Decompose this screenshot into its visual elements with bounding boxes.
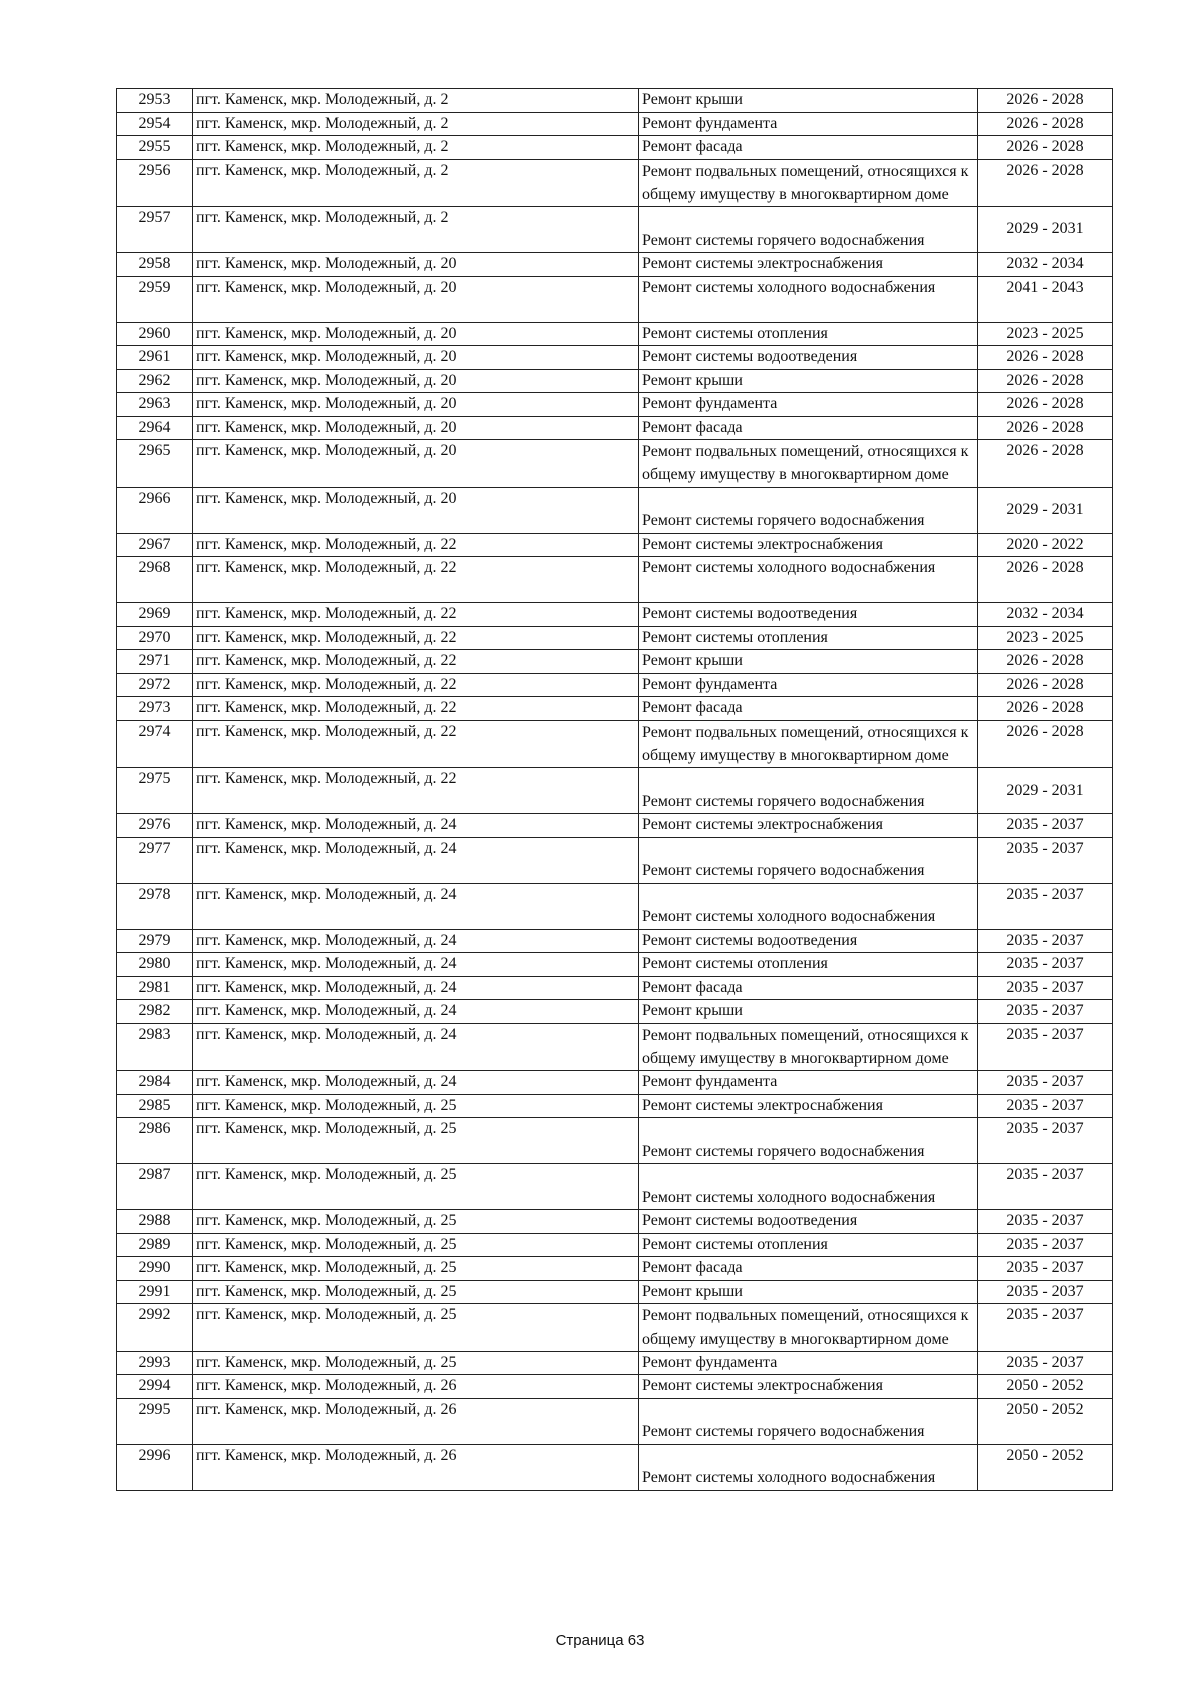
work-type-cell: Ремонт системы горячего водоснабжения (639, 837, 978, 883)
work-type-cell: Ремонт системы холодного водоснабжения (639, 1444, 978, 1490)
row-number-cell: 2993 (117, 1351, 193, 1375)
row-number-cell: 2994 (117, 1375, 193, 1399)
table-row (117, 276, 1113, 322)
address-cell: пгт. Каменск, мкр. Молодежный, д. 26 (193, 1375, 639, 1399)
work-type-cell: Ремонт системы горячего водоснабжения (639, 487, 978, 533)
period-cell: 2023 - 2025 (978, 322, 1113, 346)
row-number-cell: 2956 (117, 159, 193, 207)
work-type-cell: Ремонт фундамента (639, 393, 978, 417)
address-cell: пгт. Каменск, мкр. Молодежный, д. 20 (193, 487, 639, 533)
row-number-cell: 2958 (117, 253, 193, 277)
work-type-cell: Ремонт системы водоотведения (639, 929, 978, 953)
period-cell: 2035 - 2037 (978, 883, 1113, 929)
table-row (117, 720, 1113, 768)
work-type-cell: Ремонт системы холодного водоснабжения (639, 276, 978, 322)
period-cell: 2050 - 2052 (978, 1375, 1113, 1399)
row-number-cell: 2976 (117, 814, 193, 838)
row-number-cell: 2981 (117, 976, 193, 1000)
address-cell: пгт. Каменск, мкр. Молодежный, д. 24 (193, 1071, 639, 1095)
work-type-cell: Ремонт подвальных помещений, относящихся к общему имуществу в многоквартирном доме (639, 159, 978, 207)
work-type-cell: Ремонт крыши (639, 650, 978, 674)
table-row (117, 533, 1113, 557)
address-cell: пгт. Каменск, мкр. Молодежный, д. 24 (193, 837, 639, 883)
row-number-cell: 2985 (117, 1094, 193, 1118)
address-cell: пгт. Каменск, мкр. Молодежный, д. 24 (193, 929, 639, 953)
table-row (117, 650, 1113, 674)
period-cell: 2026 - 2028 (978, 89, 1113, 113)
table-row (117, 929, 1113, 953)
work-type-cell: Ремонт фасада (639, 416, 978, 440)
work-type-cell: Ремонт системы водоотведения (639, 1210, 978, 1234)
table-row (117, 1444, 1113, 1490)
table-row (117, 207, 1113, 253)
period-cell: 2026 - 2028 (978, 650, 1113, 674)
row-number-cell: 2967 (117, 533, 193, 557)
work-type-cell: Ремонт системы горячего водоснабжения (639, 1398, 978, 1444)
work-type-cell: Ремонт крыши (639, 1280, 978, 1304)
address-cell: пгт. Каменск, мкр. Молодежный, д. 20 (193, 322, 639, 346)
period-cell: 2050 - 2052 (978, 1398, 1113, 1444)
table-row (117, 1210, 1113, 1234)
address-cell: пгт. Каменск, мкр. Молодежный, д. 25 (193, 1094, 639, 1118)
period-cell: 2026 - 2028 (978, 673, 1113, 697)
table-row (117, 1071, 1113, 1095)
period-cell: 2026 - 2028 (978, 557, 1113, 603)
table-row (117, 814, 1113, 838)
address-cell: пгт. Каменск, мкр. Молодежный, д. 26 (193, 1398, 639, 1444)
row-number-cell: 2988 (117, 1210, 193, 1234)
address-cell: пгт. Каменск, мкр. Молодежный, д. 24 (193, 1000, 639, 1024)
work-type-cell: Ремонт крыши (639, 1000, 978, 1024)
address-cell: пгт. Каменск, мкр. Молодежный, д. 20 (193, 253, 639, 277)
row-number-cell: 2973 (117, 697, 193, 721)
address-cell: пгт. Каменск, мкр. Молодежный, д. 2 (193, 207, 639, 253)
row-number-cell: 2982 (117, 1000, 193, 1024)
table-row (117, 697, 1113, 721)
row-number-cell: 2972 (117, 673, 193, 697)
work-type-cell: Ремонт системы электроснабжения (639, 253, 978, 277)
table-row (117, 416, 1113, 440)
row-number-cell: 2959 (117, 276, 193, 322)
period-cell: 2035 - 2037 (978, 1071, 1113, 1095)
table-row (117, 1000, 1113, 1024)
table-row (117, 976, 1113, 1000)
table-row (117, 253, 1113, 277)
work-type-cell: Ремонт системы электроснабжения (639, 814, 978, 838)
address-cell: пгт. Каменск, мкр. Молодежный, д. 24 (193, 814, 639, 838)
period-cell: 2035 - 2037 (978, 1210, 1113, 1234)
table-row (117, 883, 1113, 929)
row-number-cell: 2955 (117, 136, 193, 160)
address-cell: пгт. Каменск, мкр. Молодежный, д. 24 (193, 953, 639, 977)
period-cell: 2035 - 2037 (978, 1000, 1113, 1024)
period-cell: 2032 - 2034 (978, 253, 1113, 277)
row-number-cell: 2965 (117, 440, 193, 488)
work-type-cell: Ремонт фундамента (639, 1351, 978, 1375)
work-type-cell: Ремонт фундамента (639, 673, 978, 697)
period-cell: 2035 - 2037 (978, 1233, 1113, 1257)
work-type-cell: Ремонт фундамента (639, 112, 978, 136)
row-number-cell: 2978 (117, 883, 193, 929)
address-cell: пгт. Каменск, мкр. Молодежный, д. 2 (193, 136, 639, 160)
period-cell: 2026 - 2028 (978, 159, 1113, 207)
row-number-cell: 2975 (117, 768, 193, 814)
address-cell: пгт. Каменск, мкр. Молодежный, д. 25 (193, 1233, 639, 1257)
address-cell: пгт. Каменск, мкр. Молодежный, д. 25 (193, 1164, 639, 1210)
period-cell: 2035 - 2037 (978, 1351, 1113, 1375)
work-type-cell: Ремонт системы водоотведения (639, 603, 978, 627)
row-number-cell: 2957 (117, 207, 193, 253)
address-cell: пгт. Каменск, мкр. Молодежный, д. 24 (193, 976, 639, 1000)
period-cell: 2026 - 2028 (978, 369, 1113, 393)
row-number-cell: 2971 (117, 650, 193, 674)
period-cell: 2026 - 2028 (978, 697, 1113, 721)
table-row (117, 1280, 1113, 1304)
repair-schedule-table (116, 88, 1113, 1491)
work-type-cell: Ремонт подвальных помещений, относящихся к общему имуществу в многоквартирном доме (639, 440, 978, 488)
work-type-cell: Ремонт системы отопления (639, 1233, 978, 1257)
address-cell: пгт. Каменск, мкр. Молодежный, д. 20 (193, 440, 639, 488)
address-cell: пгт. Каменск, мкр. Молодежный, д. 20 (193, 276, 639, 322)
work-type-cell: Ремонт фасада (639, 976, 978, 1000)
address-cell: пгт. Каменск, мкр. Молодежный, д. 22 (193, 533, 639, 557)
row-number-cell: 2995 (117, 1398, 193, 1444)
table-row (117, 1023, 1113, 1071)
row-number-cell: 2963 (117, 393, 193, 417)
row-number-cell: 2953 (117, 89, 193, 113)
table-row (117, 837, 1113, 883)
period-cell: 2035 - 2037 (978, 1257, 1113, 1281)
table-row (117, 393, 1113, 417)
work-type-cell: Ремонт системы водоотведения (639, 346, 978, 370)
table-row (117, 1351, 1113, 1375)
period-cell: 2035 - 2037 (978, 1280, 1113, 1304)
period-cell: 2035 - 2037 (978, 1118, 1113, 1164)
period-cell: 2026 - 2028 (978, 136, 1113, 160)
period-cell: 2035 - 2037 (978, 929, 1113, 953)
table-row (117, 487, 1113, 533)
period-cell: 2029 - 2031 (978, 207, 1113, 253)
address-cell: пгт. Каменск, мкр. Молодежный, д. 25 (193, 1118, 639, 1164)
address-cell: пгт. Каменск, мкр. Молодежный, д. 22 (193, 603, 639, 627)
row-number-cell: 2954 (117, 112, 193, 136)
table-row (117, 626, 1113, 650)
row-number-cell: 2966 (117, 487, 193, 533)
row-number-cell: 2980 (117, 953, 193, 977)
page-number: Страница 63 (555, 1632, 645, 1649)
row-number-cell: 2962 (117, 369, 193, 393)
table-row (117, 557, 1113, 603)
period-cell: 2035 - 2037 (978, 1164, 1113, 1210)
table-row (117, 112, 1113, 136)
row-number-cell: 2986 (117, 1118, 193, 1164)
period-cell: 2026 - 2028 (978, 346, 1113, 370)
table-row (117, 1304, 1113, 1352)
row-number-cell: 2991 (117, 1280, 193, 1304)
address-cell: пгт. Каменск, мкр. Молодежный, д. 25 (193, 1280, 639, 1304)
row-number-cell: 2974 (117, 720, 193, 768)
table-row (117, 1233, 1113, 1257)
table-row (117, 1094, 1113, 1118)
row-number-cell: 2969 (117, 603, 193, 627)
table-row (117, 1257, 1113, 1281)
period-cell: 2035 - 2037 (978, 1023, 1113, 1071)
work-type-cell: Ремонт подвальных помещений, относящихся к общему имуществу в многоквартирном доме (639, 1023, 978, 1071)
address-cell: пгт. Каменск, мкр. Молодежный, д. 20 (193, 346, 639, 370)
table-row (117, 1164, 1113, 1210)
period-cell: 2026 - 2028 (978, 416, 1113, 440)
work-type-cell: Ремонт системы холодного водоснабжения (639, 883, 978, 929)
address-cell: пгт. Каменск, мкр. Молодежный, д. 22 (193, 557, 639, 603)
row-number-cell: 2979 (117, 929, 193, 953)
table-row (117, 603, 1113, 627)
work-type-cell: Ремонт системы электроснабжения (639, 1375, 978, 1399)
table-row (117, 346, 1113, 370)
address-cell: пгт. Каменск, мкр. Молодежный, д. 20 (193, 369, 639, 393)
period-cell: 2035 - 2037 (978, 953, 1113, 977)
row-number-cell: 2990 (117, 1257, 193, 1281)
table-row (117, 673, 1113, 697)
period-cell: 2026 - 2028 (978, 393, 1113, 417)
work-type-cell: Ремонт системы электроснабжения (639, 533, 978, 557)
period-cell: 2026 - 2028 (978, 720, 1113, 768)
table-row (117, 768, 1113, 814)
period-cell: 2032 - 2034 (978, 603, 1113, 627)
address-cell: пгт. Каменск, мкр. Молодежный, д. 22 (193, 720, 639, 768)
work-type-cell: Ремонт системы отопления (639, 626, 978, 650)
table-body (117, 89, 1113, 1491)
address-cell: пгт. Каменск, мкр. Молодежный, д. 20 (193, 393, 639, 417)
row-number-cell: 2987 (117, 1164, 193, 1210)
work-type-cell: Ремонт фасада (639, 1257, 978, 1281)
row-number-cell: 2968 (117, 557, 193, 603)
work-type-cell: Ремонт крыши (639, 369, 978, 393)
work-type-cell: Ремонт системы холодного водоснабжения (639, 1164, 978, 1210)
work-type-cell: Ремонт фундамента (639, 1071, 978, 1095)
row-number-cell: 2977 (117, 837, 193, 883)
address-cell: пгт. Каменск, мкр. Молодежный, д. 24 (193, 883, 639, 929)
address-cell: пгт. Каменск, мкр. Молодежный, д. 2 (193, 112, 639, 136)
address-cell: пгт. Каменск, мкр. Молодежный, д. 25 (193, 1304, 639, 1352)
address-cell: пгт. Каменск, мкр. Молодежный, д. 25 (193, 1210, 639, 1234)
address-cell: пгт. Каменск, мкр. Молодежный, д. 2 (193, 159, 639, 207)
work-type-cell: Ремонт фасада (639, 697, 978, 721)
period-cell: 2035 - 2037 (978, 1304, 1113, 1352)
row-number-cell: 2961 (117, 346, 193, 370)
row-number-cell: 2996 (117, 1444, 193, 1490)
row-number-cell: 2989 (117, 1233, 193, 1257)
table-row (117, 440, 1113, 488)
address-cell: пгт. Каменск, мкр. Молодежный, д. 22 (193, 768, 639, 814)
work-type-cell: Ремонт системы отопления (639, 953, 978, 977)
work-type-cell: Ремонт подвальных помещений, относящихся к общему имуществу в многоквартирном доме (639, 720, 978, 768)
period-cell: 2026 - 2028 (978, 440, 1113, 488)
period-cell: 2050 - 2052 (978, 1444, 1113, 1490)
row-number-cell: 2970 (117, 626, 193, 650)
address-cell: пгт. Каменск, мкр. Молодежный, д. 24 (193, 1023, 639, 1071)
period-cell: 2029 - 2031 (978, 487, 1113, 533)
period-cell: 2026 - 2028 (978, 112, 1113, 136)
address-cell: пгт. Каменск, мкр. Молодежный, д. 22 (193, 626, 639, 650)
table-row (117, 1375, 1113, 1399)
period-cell: 2035 - 2037 (978, 837, 1113, 883)
work-type-cell: Ремонт системы горячего водоснабжения (639, 1118, 978, 1164)
row-number-cell: 2964 (117, 416, 193, 440)
table-row (117, 1118, 1113, 1164)
work-type-cell: Ремонт системы отопления (639, 322, 978, 346)
table-row (117, 1398, 1113, 1444)
address-cell: пгт. Каменск, мкр. Молодежный, д. 25 (193, 1257, 639, 1281)
period-cell: 2035 - 2037 (978, 1094, 1113, 1118)
address-cell: пгт. Каменск, мкр. Молодежный, д. 22 (193, 650, 639, 674)
work-type-cell: Ремонт системы горячего водоснабжения (639, 207, 978, 253)
table-row (117, 136, 1113, 160)
row-number-cell: 2984 (117, 1071, 193, 1095)
address-cell: пгт. Каменск, мкр. Молодежный, д. 20 (193, 416, 639, 440)
table-row (117, 369, 1113, 393)
address-cell: пгт. Каменск, мкр. Молодежный, д. 2 (193, 89, 639, 113)
period-cell: 2035 - 2037 (978, 814, 1113, 838)
row-number-cell: 2983 (117, 1023, 193, 1071)
work-type-cell: Ремонт системы холодного водоснабжения (639, 557, 978, 603)
period-cell: 2041 - 2043 (978, 276, 1113, 322)
period-cell: 2035 - 2037 (978, 976, 1113, 1000)
table-row (117, 159, 1113, 207)
work-type-cell: Ремонт фасада (639, 136, 978, 160)
row-number-cell: 2960 (117, 322, 193, 346)
work-type-cell: Ремонт системы горячего водоснабжения (639, 768, 978, 814)
address-cell: пгт. Каменск, мкр. Молодежный, д. 22 (193, 673, 639, 697)
table-row (117, 322, 1113, 346)
table-row (117, 953, 1113, 977)
period-cell: 2029 - 2031 (978, 768, 1113, 814)
period-cell: 2023 - 2025 (978, 626, 1113, 650)
row-number-cell: 2992 (117, 1304, 193, 1352)
address-cell: пгт. Каменск, мкр. Молодежный, д. 22 (193, 697, 639, 721)
work-type-cell: Ремонт системы электроснабжения (639, 1094, 978, 1118)
address-cell: пгт. Каменск, мкр. Молодежный, д. 25 (193, 1351, 639, 1375)
work-type-cell: Ремонт крыши (639, 89, 978, 113)
period-cell: 2020 - 2022 (978, 533, 1113, 557)
table-row (117, 89, 1113, 113)
address-cell: пгт. Каменск, мкр. Молодежный, д. 26 (193, 1444, 639, 1490)
work-type-cell: Ремонт подвальных помещений, относящихся к общему имуществу в многоквартирном доме (639, 1304, 978, 1352)
